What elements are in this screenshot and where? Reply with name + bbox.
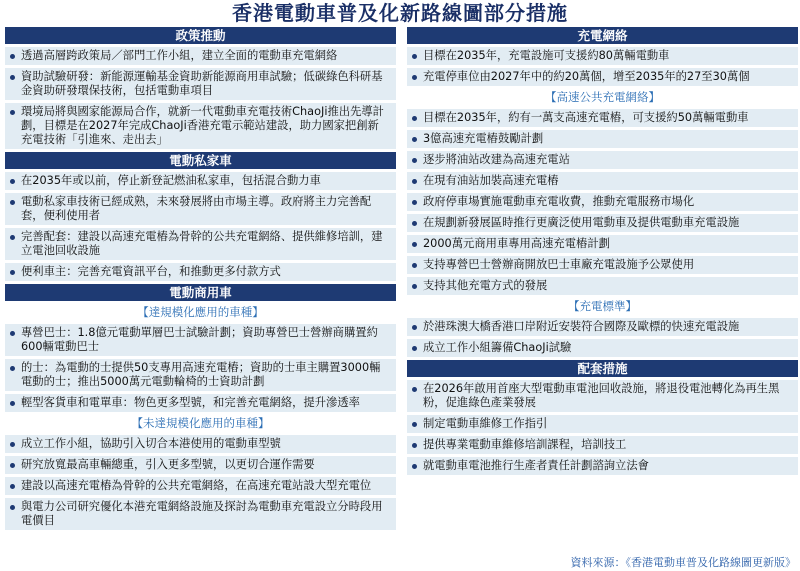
bullet-icon <box>412 116 417 121</box>
measure-item <box>5 456 396 474</box>
measure-item <box>5 172 396 190</box>
measure-item <box>407 235 798 253</box>
subsection-header: 【高速公共充電網絡】 <box>545 90 660 104</box>
measure-text: 便利車主：完善充電資訊平台，和推動更多付款方式 <box>21 265 281 278</box>
measure-item <box>5 228 396 260</box>
page-title: 香港電動車普及化新路線圖部分措施 <box>232 1 568 25</box>
bullet-icon <box>10 366 15 371</box>
bullet-icon <box>412 443 417 448</box>
bullet-icon <box>10 54 15 59</box>
measure-item <box>5 193 396 225</box>
measure-text: 在現有油站加裝高速充電樁 <box>423 174 559 187</box>
bullet-icon <box>10 200 15 205</box>
measure-item <box>407 318 798 336</box>
bullet-icon <box>10 505 15 510</box>
bullet-icon <box>10 235 15 240</box>
measure-item <box>407 109 798 127</box>
measure-text: 與電力公司研究優化本港充電網絡設施及探討為電動車充電設立分時段用電價目 <box>21 500 383 527</box>
bullet-icon <box>412 346 417 351</box>
bullet-icon <box>10 179 15 184</box>
section-header: 政策推動 <box>5 27 396 44</box>
measure-text: 成立工作小組籌備ChaoJi試驗 <box>423 341 572 354</box>
measure-item <box>407 457 798 475</box>
bullet-icon <box>10 331 15 336</box>
section-header: 充電網絡 <box>407 27 798 44</box>
bullet-icon <box>412 325 417 330</box>
left-column <box>5 27 396 533</box>
measure-text: 研究放寬最高車輛總重，引入更多型號，以更切合運作需要 <box>21 458 315 471</box>
bullet-icon <box>412 284 417 289</box>
measure-text: 在2026年啟用首座大型電動車電池回收設施，將退役電池轉化為再生黑粉，促進綠色產業發展 <box>423 382 780 409</box>
bullet-icon <box>10 75 15 80</box>
section-header: 電動商用車 <box>5 284 396 301</box>
measure-item <box>5 359 396 391</box>
bullet-icon <box>10 110 15 115</box>
measure-text: 2000萬元商用車專用高速充電樁計劃 <box>423 237 610 250</box>
measure-item <box>5 103 396 149</box>
measure-item <box>407 277 798 295</box>
measure-text: 透過高層跨政策局／部門工作小組，建立全面的電動車充電網絡 <box>21 49 338 62</box>
measure-text: 完善配套：建設以高速充電樁為骨幹的公共充電網絡、提供維修培訓，建立電池回收設施 <box>21 230 383 257</box>
section-header: 電動私家車 <box>5 152 396 169</box>
bullet-icon <box>412 158 417 163</box>
bullet-icon <box>10 442 15 447</box>
measure-text: 支持其他充電方式的發展 <box>423 279 548 292</box>
bullet-icon <box>412 464 417 469</box>
measure-text: 成立工作小組，協助引入切合本港使用的電動車型號 <box>21 437 281 450</box>
measure-item <box>5 47 396 65</box>
measure-item <box>5 324 396 356</box>
bullet-icon <box>412 263 417 268</box>
measure-item <box>5 498 396 530</box>
subsection-header: 【達規模化應用的車種】 <box>137 305 264 319</box>
measure-item <box>407 151 798 169</box>
measure-item <box>5 394 396 412</box>
measure-text: 支持專營巴士營辦商開放巴士車廠充電設施予公眾使用 <box>423 258 695 271</box>
measure-text: 目標在2035年，充電設施可支援約80萬輛電動車 <box>423 49 670 62</box>
subsection-header: 【未達規模化應用的車種】 <box>131 416 270 430</box>
subsection-header: 【充電標準】 <box>568 299 637 313</box>
bullet-icon <box>412 200 417 205</box>
measure-text: 電動私家車技術已經成熟，未來發展將由市場主導。政府將主力完善配套，便利使用者 <box>21 195 372 222</box>
section-header: 配套措施 <box>407 360 798 377</box>
measure-text: 目標在2035年，約有一萬支高速充電樁，可支援約50萬輛電動車 <box>423 111 749 124</box>
measure-text: 提供專業電動車維修培訓課程，培訓技工 <box>423 438 627 451</box>
bullet-icon <box>10 463 15 468</box>
measure-item <box>5 68 396 100</box>
measure-text: 就電動車電池推行生產者責任計劃諮詢立法會 <box>423 459 649 472</box>
measure-text: 充電停車位由2027年中的約20萬個，增至2035年的27至30萬個 <box>423 70 750 83</box>
bullet-icon <box>412 221 417 226</box>
measure-text: 制定電動車維修工作指引 <box>423 417 548 430</box>
measure-text: 在2035年或以前，停止新登記燃油私家車，包括混合動力車 <box>21 174 321 187</box>
measure-item <box>407 47 798 65</box>
measure-text: 在規劃新發展區時推行更廣泛使用電動車及提供電動車充電設施 <box>423 216 740 229</box>
measure-item <box>407 130 798 148</box>
bullet-icon <box>10 401 15 406</box>
bullet-icon <box>412 75 417 80</box>
measure-item <box>407 172 798 190</box>
measure-text: 的士：為電動的士提供50支專用高速充電樁；資助的士車主購置3000輛電動的士；推出5000萬元電動輪椅的士資助計劃 <box>21 361 381 388</box>
bullet-icon <box>412 179 417 184</box>
measure-item <box>407 68 798 86</box>
measure-text: 環境局將與國家能源局合作，就新一代電動車充電技術ChaoJi推出先導計劃，目標是在2027年完成ChaoJi香港充電示範站建設，助力國家把創新充電技術「引進來、走出去」 <box>21 105 384 146</box>
measure-item <box>407 436 798 454</box>
measure-text: 資助試驗研發：新能源運輸基金資助新能源商用車試驗；低碳綠色科研基金資助研發環保技術，包括電動車項目 <box>21 70 383 97</box>
measure-item <box>5 263 396 281</box>
bullet-icon <box>412 54 417 59</box>
measure-text: 輕型客貨車和電單車：物色更多型號，和完善充電網絡，提升滲透率 <box>21 396 360 409</box>
bullet-icon <box>412 242 417 247</box>
measure-item <box>407 415 798 433</box>
measure-item <box>5 477 396 495</box>
measure-item <box>5 435 396 453</box>
right-column <box>407 27 798 478</box>
bullet-icon <box>10 484 15 489</box>
bullet-icon <box>412 137 417 142</box>
measure-text: 於港珠澳大橋香港口岸附近安裝符合國際及歐標的快速充電設施 <box>423 320 740 333</box>
bullet-icon <box>10 270 15 275</box>
measure-item <box>407 256 798 274</box>
measure-text: 逐步將油站改建為高速充電站 <box>423 153 570 166</box>
measure-text: 專營巴士：1.8億元電動單層巴士試驗計劃；資助專營巴士營辦商購置約600輛電動巴士 <box>21 326 378 353</box>
source-note: 資料來源：《香港電動車普及化路線圖更新版》 <box>570 556 796 569</box>
measure-text: 3億高速充電樁鼓勵計劃 <box>423 132 544 145</box>
measure-item <box>407 380 798 412</box>
measure-item <box>407 193 798 211</box>
measure-text: 建設以高速充電樁為骨幹的公共充電網絡，在高速充電站設大型充電位 <box>21 479 372 492</box>
measure-item <box>407 339 798 357</box>
measure-item <box>407 214 798 232</box>
bullet-icon <box>412 387 417 392</box>
measure-text: 政府停車場實施電動車充電收費，推動充電服務市場化 <box>423 195 695 208</box>
bullet-icon <box>412 422 417 427</box>
